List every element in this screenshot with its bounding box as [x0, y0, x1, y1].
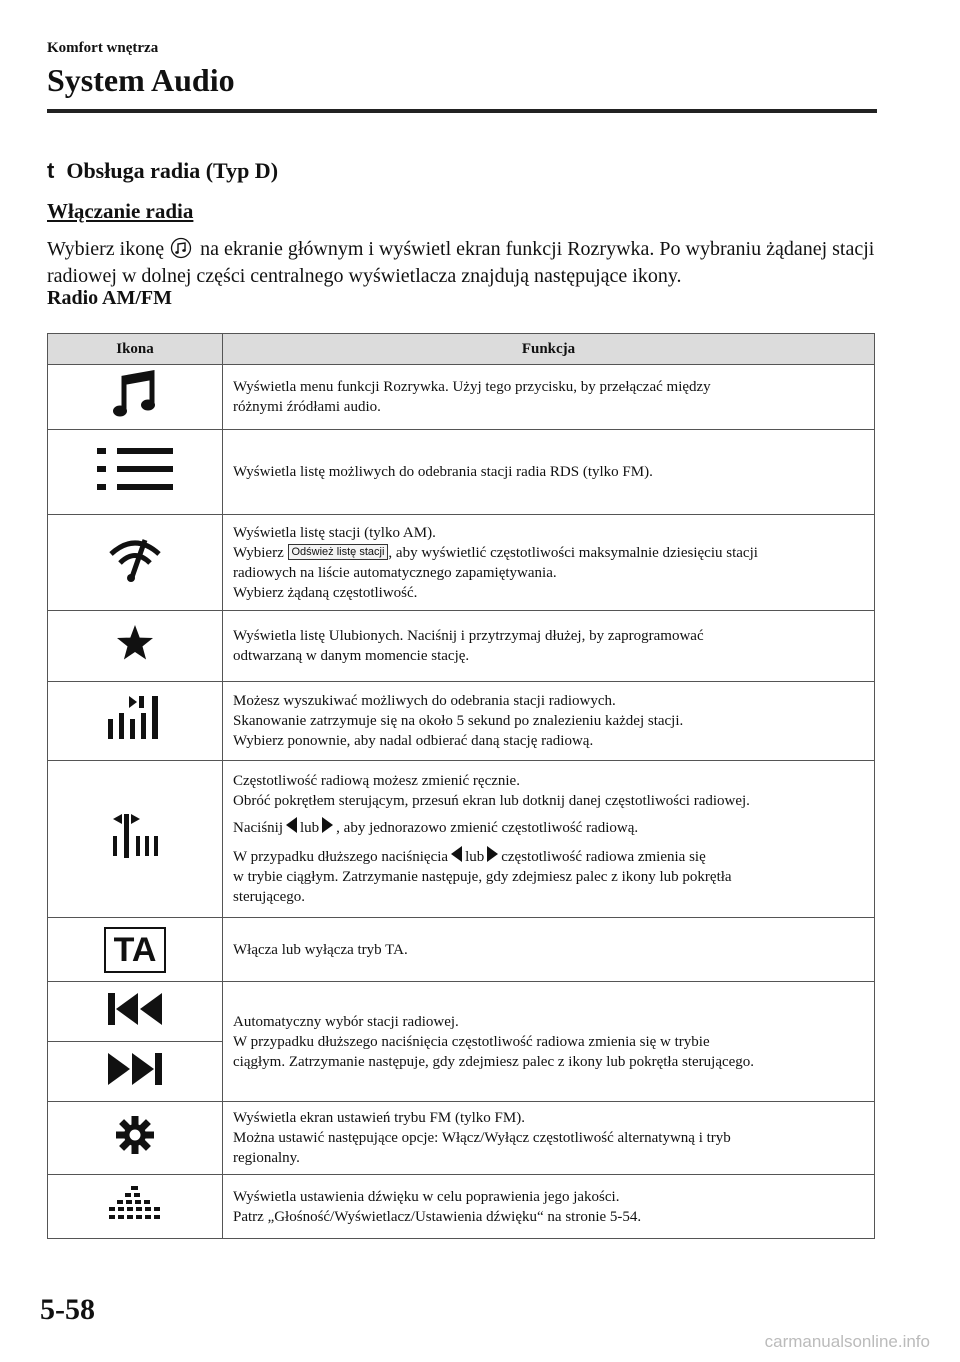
text-line: radiowych na liście automatycznego zapamiętywania.: [233, 564, 557, 581]
text-line: Wyświetla ustawienia dźwięku w celu poprawienia jego jakości.: [233, 1188, 620, 1205]
text-line: Wyświetla listę Ulubionych. Naciśnij i przytrzymaj dłużej, by zaprogramować: [233, 628, 704, 644]
text-line: sterującego.: [233, 889, 306, 905]
text-fragment: W przypadku dłuższego naciśnięcia: [233, 849, 449, 865]
watermark: carmanualsonline.info: [764, 1332, 930, 1351]
row-ta: [48, 918, 875, 982]
table-header-row: [48, 334, 875, 365]
function-text: [223, 611, 875, 682]
text-line: Można ustawić następujące opcje: Włącz/Wyłącz częstotliwość alternatywną i tryb: [233, 1130, 731, 1146]
text-line: odtwarzaną w danym momencie stację.: [233, 648, 470, 664]
text-fragment: , aby wyświetlić częstotliwości maksymalnie dziesięciu stacji: [388, 544, 758, 561]
text-line: Patrz „Głośność/Wyświetlacz/Ustawienia dźwięku“ na stronie 5-54.: [233, 1208, 642, 1225]
icon-cell: [48, 515, 223, 611]
refresh-station-list-button: Odśwież listę stacji: [288, 544, 389, 560]
icon-cell: [48, 761, 223, 918]
manual-tune-icon: [110, 812, 160, 860]
text-fragment: lub: [300, 820, 320, 836]
text-fragment: częstotliwość radiowa zmienia się: [501, 849, 706, 865]
gear-icon: [115, 1115, 155, 1155]
function-text: [223, 982, 875, 1102]
subsection-title: Włączanie radia: [47, 199, 194, 223]
triangle-right-icon: [322, 817, 333, 833]
text-line: [233, 543, 864, 563]
skip-back-icon: [105, 989, 165, 1029]
header-rule: [47, 109, 877, 113]
text-line: Wybierz ponownie, aby nadal odbierać daną stację radiową.: [233, 733, 594, 749]
header-icon: Ikona: [48, 334, 223, 365]
icon-cell: [48, 1175, 223, 1239]
text-line: ciągłym. Zatrzymanie następuje, gdy zdejmiesz palec z ikony lub pokrętła sterującego.: [233, 1053, 755, 1070]
triangle-left-icon: [286, 817, 297, 833]
text-line: Wybierz żądaną częstotliwość.: [233, 584, 418, 601]
text-line: Możesz wyszukiwać możliwych do odebrania stacji radiowych.: [233, 693, 616, 709]
text-line: Skanowanie zatrzymuje się na około 5 sekund po znalezieniu każdej stacji.: [233, 713, 684, 729]
text-line: Włącza lub wyłącza tryb TA.: [233, 941, 408, 958]
text-line: Wyświetla menu funkcji Rozrywka. Użyj tego przycisku, by przełączać między: [233, 379, 711, 395]
function-text: [223, 1175, 875, 1239]
text-line: Automatyczny wybór stacji radiowej.: [233, 1013, 459, 1030]
section-title: [47, 158, 278, 184]
section-bullet: t: [47, 158, 55, 183]
page-title: System Audio: [47, 62, 235, 98]
text-line: Wyświetla listę możliwych do odebrania stacji radia RDS (tylko FM).: [233, 464, 653, 480]
music-note-icon: [111, 369, 159, 419]
row-am-list: [48, 515, 875, 611]
scan-icon: [105, 693, 165, 743]
row-favorites: [48, 611, 875, 682]
equalizer-icon: [105, 1184, 165, 1224]
skip-forward-icon: [105, 1049, 165, 1089]
row-scan: [48, 682, 875, 761]
icon-cell: [48, 982, 223, 1042]
function-text: [223, 515, 875, 611]
page-number: 5-58: [40, 1293, 95, 1326]
row-sound-settings: [48, 1175, 875, 1239]
text-line: [233, 846, 864, 867]
icon-cell: [48, 1042, 223, 1102]
icon-cell: [48, 365, 223, 430]
triangle-left-icon: [451, 846, 462, 862]
function-text: [223, 682, 875, 761]
icon-cell: [48, 430, 223, 515]
function-table: [47, 333, 875, 1239]
intro-text-before: Wybierz ikonę: [47, 238, 165, 260]
function-text: [223, 918, 875, 982]
row-manual-tune: [48, 761, 875, 918]
section-header: Komfort wnętrza: [47, 40, 159, 56]
section-title-text: Obsługa radia (Typ D): [66, 158, 279, 183]
row-rds-list: [48, 430, 875, 515]
icon-cell: [48, 1102, 223, 1175]
text-line: różnymi źródłami audio.: [233, 399, 381, 415]
am-station-icon: [107, 534, 163, 586]
row-fm-settings: [48, 1102, 875, 1175]
row-seek-back: [48, 982, 875, 1042]
star-icon: [115, 623, 155, 663]
function-text: [223, 761, 875, 918]
icon-cell: [48, 682, 223, 761]
function-text: [223, 430, 875, 515]
function-text: [223, 1102, 875, 1175]
header-function: Funkcja: [223, 334, 875, 365]
radio-am-fm-label: Radio AM/FM: [47, 287, 172, 309]
triangle-right-icon: [487, 846, 498, 862]
text-fragment: Wybierz: [233, 544, 284, 561]
list-icon: [95, 444, 175, 494]
text-line: Obróć pokrętłem sterującym, przesuń ekran lub dotknij danej częstotliwości radiowej.: [233, 793, 750, 809]
text-line: Wyświetla ekran ustawień trybu FM (tylko FM).: [233, 1110, 525, 1126]
intro-text-after: na ekranie głównym i wyświetl ekran funkcji Rozrywka. Po wybraniu żądanej stacji radiowej w dolnej części centralnego wyświetlacza znajdują następujące ikony.: [47, 238, 875, 287]
text-fragment: lub: [465, 849, 485, 865]
function-text: [223, 365, 875, 430]
text-fragment: , aby jednorazowo zmienić częstotliwość radiową.: [336, 820, 639, 836]
text-line: Wyświetla listę stacji (tylko AM).: [233, 524, 436, 541]
music-note-circle-icon: [170, 237, 192, 259]
text-line: w trybie ciągłym. Zatrzymanie następuje, gdy zdejmiesz palec z ikony lub pokrętła: [233, 869, 732, 885]
text-line: [233, 817, 864, 838]
row-entertainment: [48, 365, 875, 430]
intro-paragraph: [47, 236, 887, 290]
text-line: regionalny.: [233, 1150, 300, 1166]
text-line: Częstotliwość radiową możesz zmienić ręcznie.: [233, 773, 520, 789]
ta-icon: TA: [104, 927, 167, 973]
text-fragment: Naciśnij: [233, 820, 283, 836]
text-line: W przypadku dłuższego naciśnięcia częstotliwość radiowa zmienia się w trybie: [233, 1033, 710, 1050]
icon-cell: [48, 918, 223, 982]
icon-cell: [48, 611, 223, 682]
